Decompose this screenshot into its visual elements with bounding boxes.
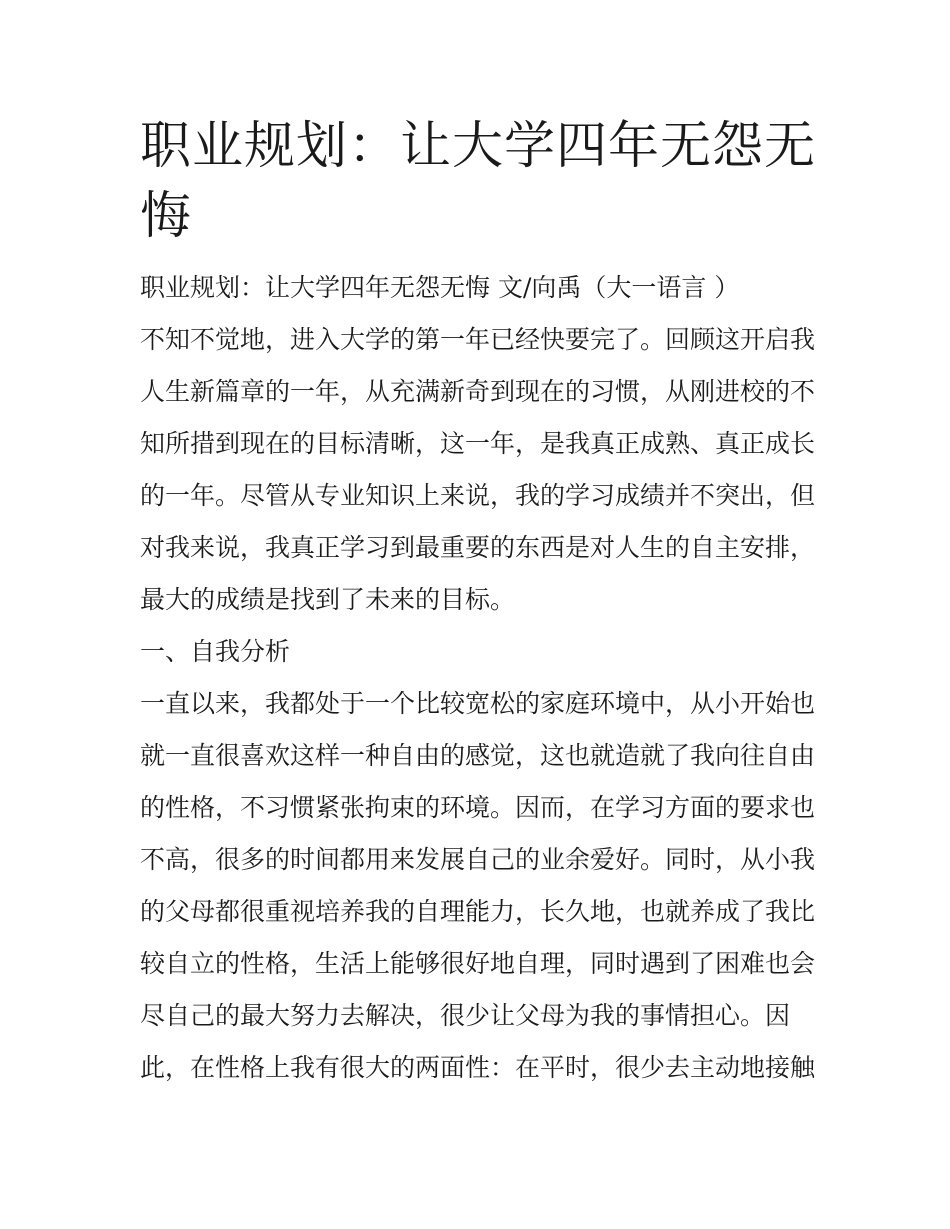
text-line: 知所措到现在的目标清晰，这一年，是我真正成熟、真正成长 xyxy=(140,429,816,458)
text-line: 的性格，不习惯紧张拘束的环境。因而，在学习方面的要求也 xyxy=(140,793,816,822)
text-line: 最大的成绩是找到了未来的目标。 xyxy=(140,585,516,614)
title-line-2: 悔 xyxy=(140,187,193,246)
document-body xyxy=(140,262,820,1094)
text-line: 此，在性格上我有很大的两面性：在平时，很少去主动地接触 xyxy=(140,1053,816,1082)
text-line: 对我来说，我真正学习到最重要的东西是对人生的自主安排， xyxy=(140,533,816,562)
text-line: 较自立的性格，生活上能够很好地自理，同时遇到了困难也会 xyxy=(140,949,816,978)
text-line: 的父母都很重视培养我的自理能力，长久地，也就养成了我比 xyxy=(140,897,816,926)
text-line: 不高，很多的时间都用来发展自己的业余爱好。同时，从小我 xyxy=(140,845,816,874)
paragraph-intro xyxy=(140,314,820,626)
text-line: 的一年。尽管从专业知识上来说，我的学习成绩并不突出，但 xyxy=(140,481,816,510)
byline: 职业规划：让大学四年无怨无悔 文/向禹（大一语言 ） xyxy=(140,273,740,302)
text-line: 尽自己的最大努力去解决，很少让父母为我的事情担心。因 xyxy=(140,1001,791,1030)
text-line: 不知不觉地，进入大学的第一年已经快要完了。回顾这开启我 xyxy=(140,325,816,354)
title-line-1: 职业规划：让大学四年无怨无 xyxy=(140,117,817,176)
paragraph-self-analysis xyxy=(140,678,820,1094)
document-title xyxy=(140,112,820,252)
document-page xyxy=(140,112,820,1094)
text-line: 就一直很喜欢这样一种自由的感觉，这也就造就了我向往自由 xyxy=(140,741,816,770)
section-heading: 一、自我分析 xyxy=(140,637,291,666)
text-line: 人生新篇章的一年，从充满新奇到现在的习惯，从刚进校的不 xyxy=(140,377,816,406)
text-line: 一直以来，我都处于一个比较宽松的家庭环境中，从小开始也 xyxy=(140,689,816,718)
